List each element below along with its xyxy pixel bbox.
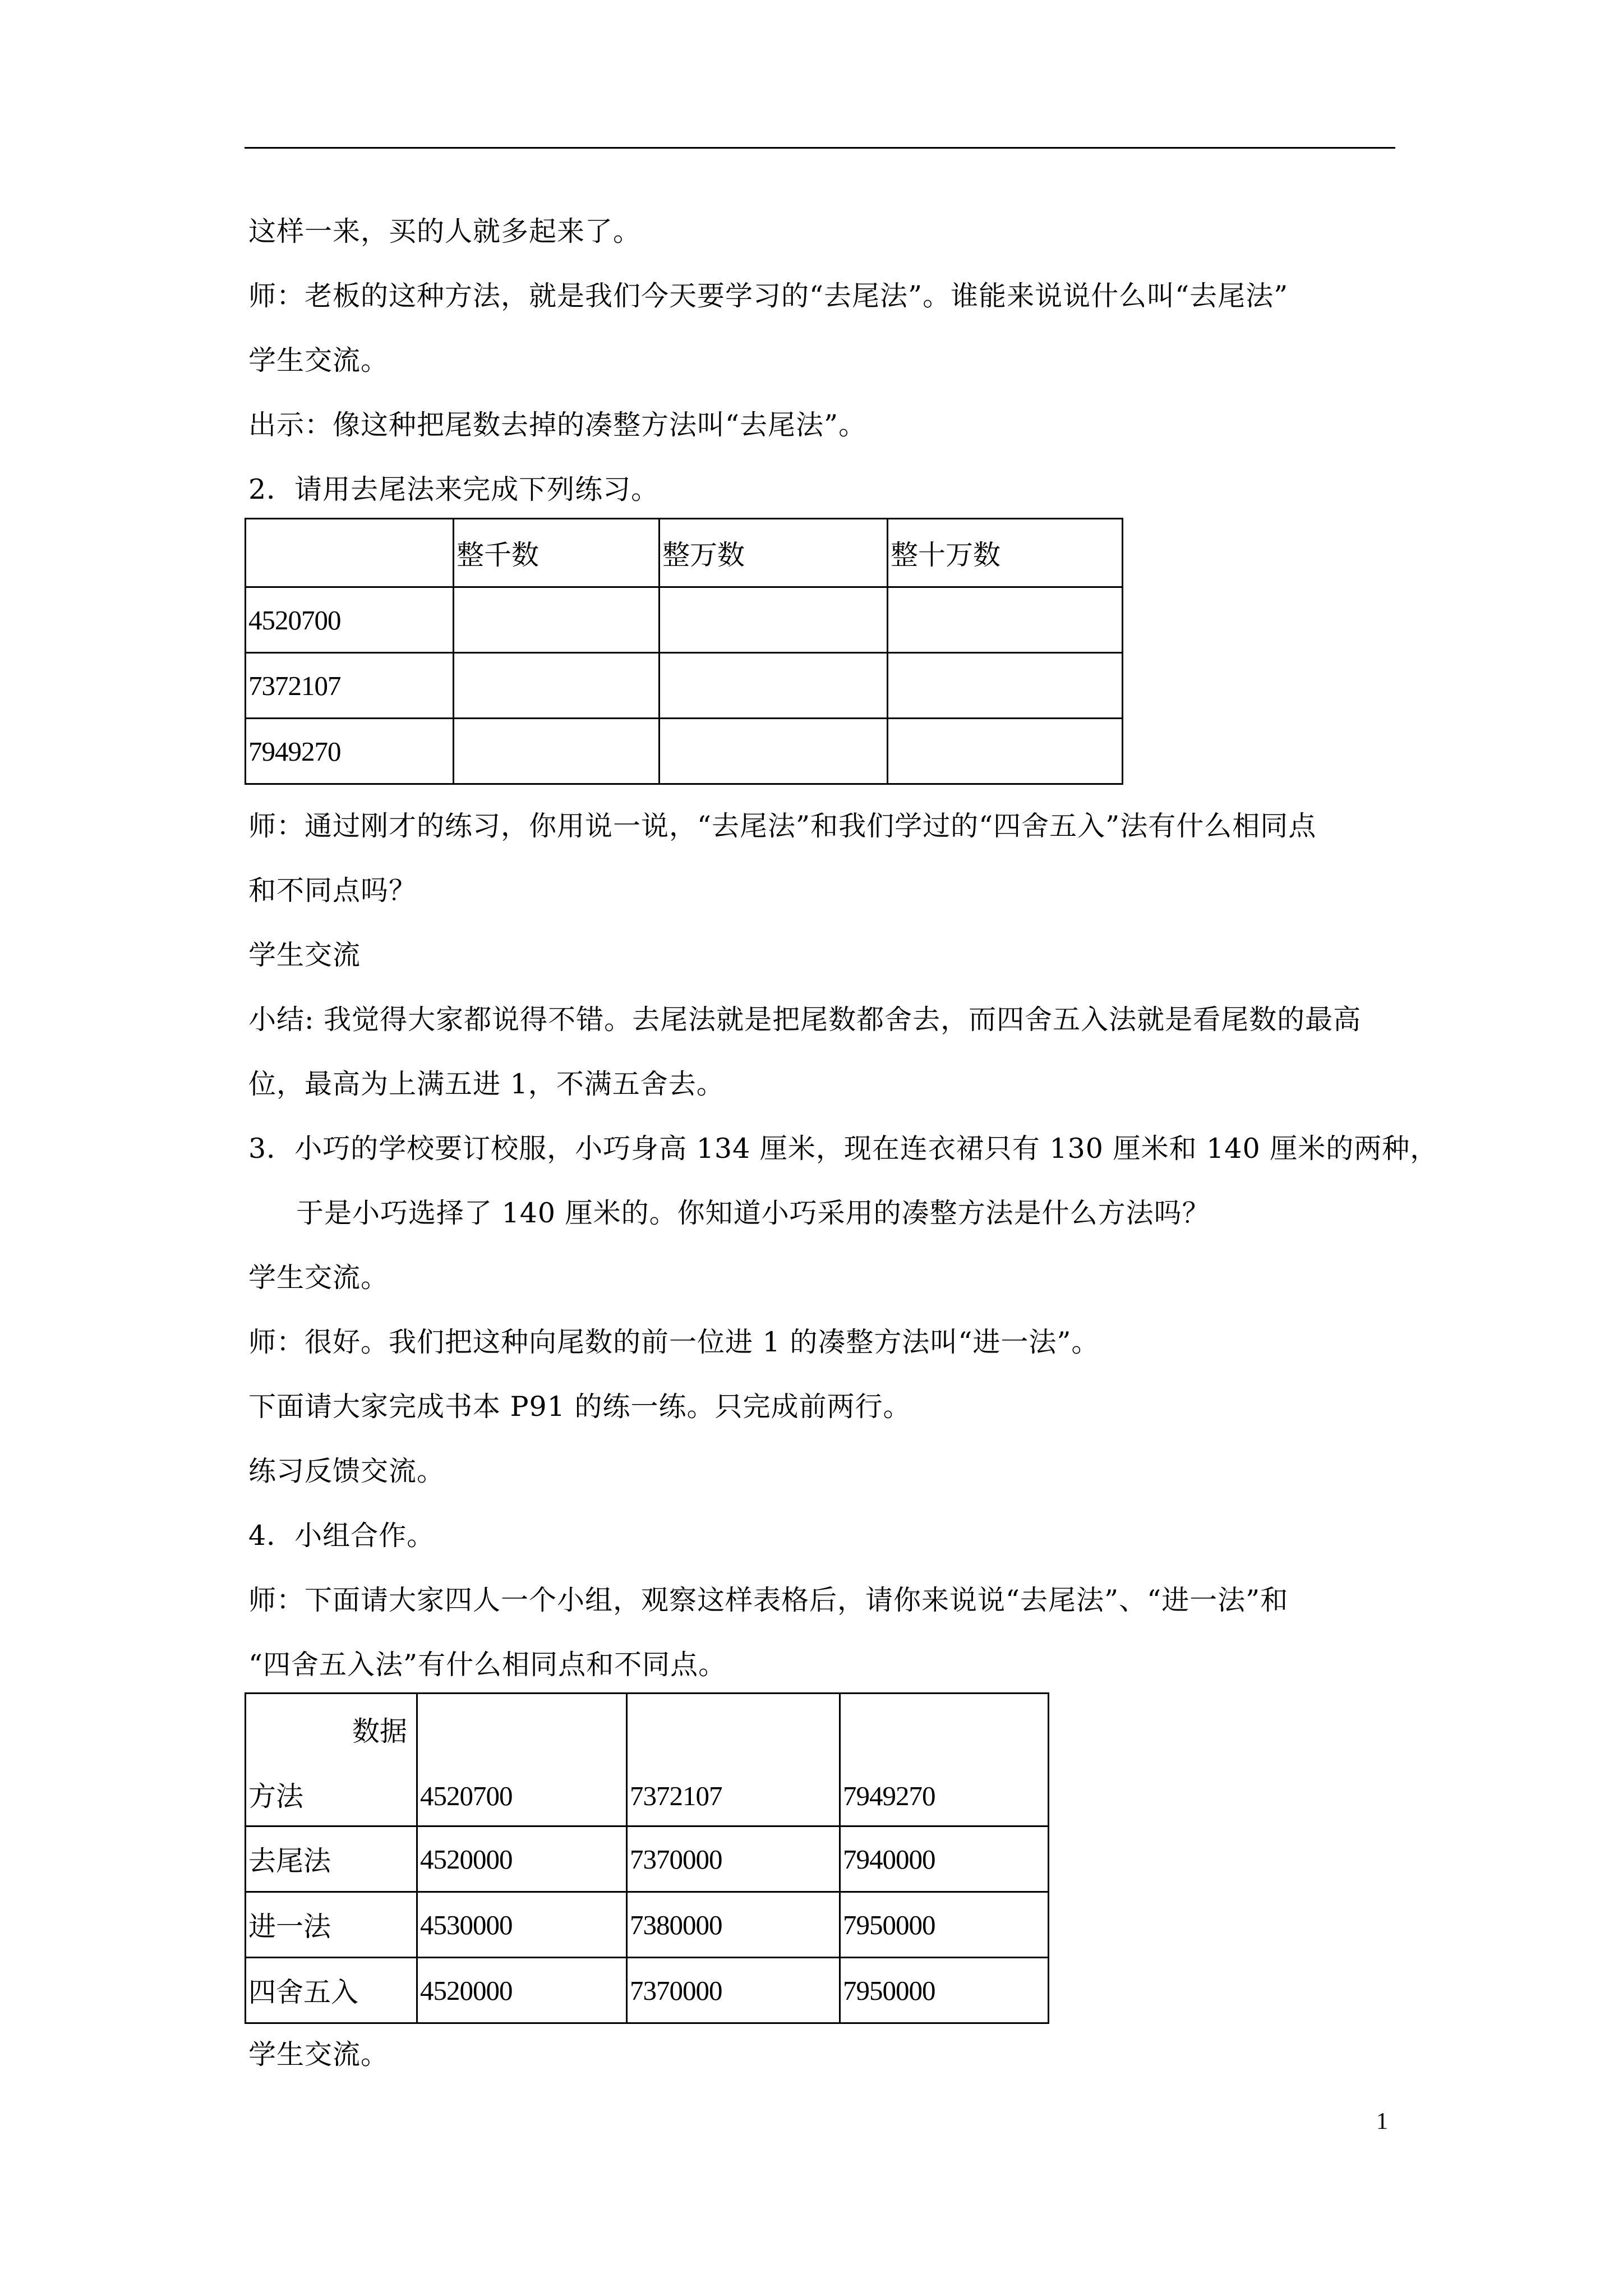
paragraph-line: 4．小组合作。 [248,1520,435,1552]
paragraph-line: 练习反馈交流。 [248,1455,445,1487]
paragraph-line: 这样一来，买的人就多起来了。 [248,215,642,247]
paragraph-line: 师：很好。我们把这种向尾数的前一位进 1 的凑整方法叫“进一法”。 [248,1326,1100,1358]
table-cell: 4520000 [417,1826,627,1892]
paragraph-line: 于是小巧选择了 140 厘米的。你知道小巧采用的凑整方法是什么方法吗？ [296,1197,1210,1229]
paragraph-line: 下面请大家完成书本 P91 的练一练。只完成前两行。 [248,1391,911,1423]
table-header-cell: 7949270 [840,1694,1049,1826]
table-cell [454,587,660,653]
table-cell [660,587,888,653]
table-row [246,1826,1049,1892]
table-cell [454,719,660,784]
table-cell: 四舍五入 [246,1958,417,2023]
table-header-cell [246,519,454,587]
rounding-methods-table [245,1692,1049,2024]
paragraph-line: 学生交流。 [248,2039,389,2070]
table-header-cell: 整万数 [660,519,888,587]
table-cell: 7950000 [840,1892,1049,1958]
paragraph-line: 位，最高为上满五进 1，不满五舍去。 [248,1068,725,1100]
table-cell [888,653,1123,719]
paragraph-line: 出示：像这种把尾数去掉的凑整方法叫“去尾法”。 [248,409,867,441]
table-cell: 去尾法 [246,1826,417,1892]
paragraph-line: 3．小巧的学校要订校服，小巧身高 134 厘米，现在连衣裙只有 130 厘米和 140 厘米的两种， [248,1133,1438,1165]
table-row [246,653,1123,719]
table-header-cell: 4520700 [417,1694,627,1826]
table-row [246,587,1123,653]
table-corner-cell [246,1694,417,1826]
table-cell: 4530000 [417,1892,627,1958]
table-cell: 7372107 [246,653,454,719]
table-header-cell: 7372107 [627,1694,840,1826]
paragraph-line: 师：老板的这种方法，就是我们今天要学习的“去尾法”。谁能来说说什么叫“去尾法” [248,280,1289,312]
table-header-row [246,1694,1049,1826]
corner-label-data: 数据 [352,1715,407,1747]
paragraph-line: 小结: 我觉得大家都说得不错。去尾法就是把尾数都舍去，而四舍五入法就是看尾数的最高 [248,1004,1362,1036]
table-cell [660,719,888,784]
rounding-exercise-table [245,518,1123,785]
table-header-row [246,519,1123,587]
table-cell: 7370000 [627,1826,840,1892]
page-number: 1 [1376,2109,1388,2134]
paragraph-line: 师：通过刚才的练习，你用说一说，“去尾法”和我们学过的“四舍五入”法有什么相同点 [248,810,1317,842]
paragraph-line: 师：下面请大家四人一个小组，观察这样表格后，请你来说说“去尾法”、“进一法”和 [248,1584,1289,1616]
corner-label-method: 方法 [248,1780,304,1812]
table-cell [454,653,660,719]
table-cell: 7380000 [627,1892,840,1958]
paragraph-line: 2．请用去尾法来完成下列练习。 [248,473,660,505]
paragraph-line: 学生交流。 [248,344,389,376]
table-cell: 7949270 [246,719,454,784]
table-cell: 4520700 [246,587,454,653]
paragraph-line: 和不同点吗？ [248,875,417,907]
table-header-cell: 整千数 [454,519,660,587]
paragraph-line: 学生交流 [248,939,361,971]
paragraph-line: 学生交流。 [248,1262,389,1294]
header-rule [245,147,1395,149]
table-row [246,1958,1049,2023]
table-row [246,1892,1049,1958]
table-cell: 4520000 [417,1958,627,2023]
table-cell: 7950000 [840,1958,1049,2023]
table-cell: 7940000 [840,1826,1049,1892]
paragraph-line: “四舍五入法”有什么相同点和不同点。 [248,1649,727,1681]
table-cell [888,587,1123,653]
table-header-cell: 整十万数 [888,519,1123,587]
table-cell: 7370000 [627,1958,840,2023]
table-row [246,719,1123,784]
table-cell [660,653,888,719]
table-cell: 进一法 [246,1892,417,1958]
table-cell [888,719,1123,784]
